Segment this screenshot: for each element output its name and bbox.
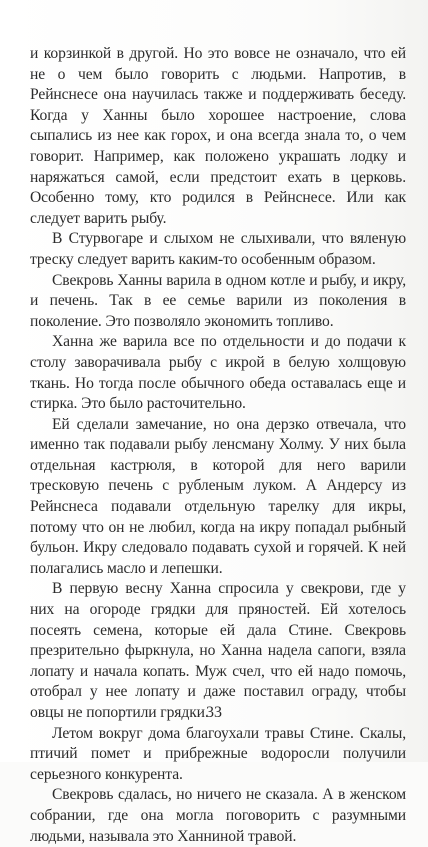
paragraph: В Стурвогаре и слыхом не слыхивали, что вяленую треску следует варить каким-то особенным образом.: [30, 230, 406, 268]
paragraph: Летом вокруг дома благоухали травы Стине. Скалы, птичий помет и прибрежные водоросли получили серьезного конкурента.: [30, 724, 406, 783]
paragraph: В первую весну Ханна спросила у свекрови, где у них на огороде грядки для пряностей. Ей хотелось посеять семена, которые ей дала Стине. Свекровь презрительно фыркнула, но Ханна надела сапоги, взяла лопату и начала копать. Муж счел, что ей надо помочь, отобрал у нее лопату и даже поставил ограду, чтобы овцы не попортили грядки.: [30, 580, 406, 721]
paragraph: Свекровь Ханны варила в одном котле и рыбу, и икру, и печень. Так в ее семье варили из поколения в поколение. Это позволяло экономить топливо.: [30, 271, 406, 330]
paragraph-continuation: и корзинкой в другой. Но это вовсе не означало, что ей не о чем было говорить с людьми. Напротив, в Рейнснесе она научилась также и поддерживать беседу. Когда у Ханны было хорошее настроение, слова сыпались из нее как горох, и она всегда знала то, о чем говорит. Например, как положено украшать лодку и наряжаться самой, если предстоит ехать в церковь. Особенно тому, кто родился в Рейнснесе. Или как следует варить рыбу.: [30, 45, 406, 227]
paragraph: Ханна же варила все по отдельности и до подачи к столу заворачивала рыбу с икрой в белую холщовую ткань. Но тогда после обычного обеда оставалась еще и стирка. Это было расточительно.: [30, 333, 406, 413]
page-number: 33: [206, 704, 222, 721]
paragraph: Ей сделали замечание, но она дерзко отвечала, что именно так подавали рыбу ленсману Холму. У них была отдельная кастрюля, в которой для него варили тресковую печень с рубленым луком. А Андерсу из Рейнснеса подавали отдельную тарелку для икры, потому что он не любил, когда на икру попадал рыбный бульон. Икру следовало подавать сухой и горячей. К ней полагались масло и лепешки.: [30, 415, 406, 577]
paragraph: Свекровь сдалась, но ничего не сказала. А в женском собрании, где она могла поговорить с разумными людьми, называла это Ханниной травой.: [30, 786, 406, 845]
body-text: [30, 44, 406, 847]
